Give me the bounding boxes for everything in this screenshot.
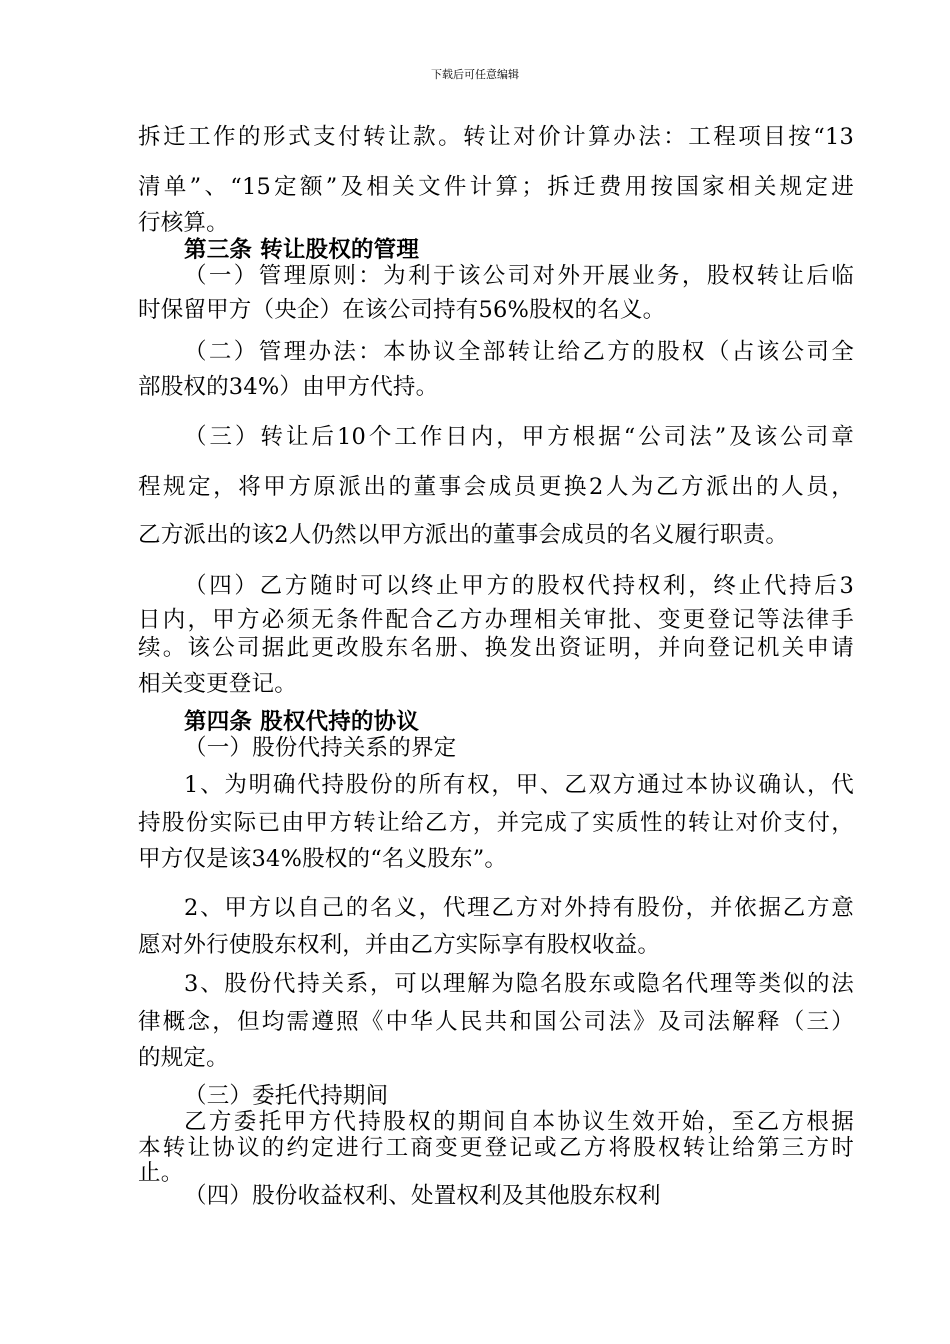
text-line: （二）管理办法：本协议全部转让给乙方的股权（占该公司全 <box>184 339 854 365</box>
text-line: 乙方委托甲方代持股权的期间自本协议生效开始，至乙方根据 <box>184 1109 854 1135</box>
text-line: 行核算。 <box>138 210 229 236</box>
section-heading: 第三条 转让股权的管理 <box>184 237 420 263</box>
text-line: 清单”、“15定额”及相关文件计算；拆迁费用按国家相关规定进 <box>138 174 854 200</box>
text-line: 1、为明确代持股份的所有权，甲、乙双方通过本协议确认，代 <box>184 772 854 798</box>
page-header: 下载后可任意编辑 <box>431 68 519 81</box>
text-line: 日内，甲方必须无条件配合乙方办理相关审批、变更登记等法律手 <box>138 607 854 633</box>
text-line: 相关变更登记。 <box>138 671 297 697</box>
text-line: （一）管理原则：为利于该公司对外开展业务，股权转让后临 <box>184 263 854 289</box>
text-line: （三）委托代持期间 <box>184 1083 389 1109</box>
text-line: 止。 <box>138 1160 184 1186</box>
text-line: 拆迁工作的形式支付转让款。转让对价计算办法：工程项目按“13 <box>138 124 854 150</box>
text-line: （三）转让后10个工作日内，甲方根据“公司法”及该公司章 <box>184 424 854 450</box>
text-line: （一）股份代持关系的界定 <box>184 735 457 761</box>
text-line: 程规定，将甲方原派出的董事会成员更换2人为乙方派出的人员， <box>138 474 854 500</box>
text-line: 愿对外行使股东权利，并由乙方实际享有股权收益。 <box>138 932 661 958</box>
text-line: 续。该公司据此更改股东名册、换发出资证明，并向登记机关申请 <box>138 635 854 661</box>
text-line: 甲方仅是该34%股权的“名义股东”。 <box>138 846 508 872</box>
text-line: （四）股份收益权利、处置权利及其他股东权利 <box>184 1183 661 1209</box>
text-line: 时保留甲方（央企）在该公司持有56%股权的名义。 <box>138 297 666 323</box>
section-heading: 第四条 股权代持的协议 <box>184 709 420 735</box>
text-line: 2、甲方以自己的名义，代理乙方对外持有股份，并依据乙方意 <box>184 895 854 921</box>
text-line: 持股份实际已由甲方转让给乙方，并完成了实质性的转让对价支付， <box>138 810 854 836</box>
text-line: （四）乙方随时可以终止甲方的股权代持权利，终止代持后3 <box>184 573 854 599</box>
text-line: 部股权的34%）由甲方代持。 <box>138 374 439 400</box>
text-line: 的规定。 <box>138 1045 229 1071</box>
text-line: 乙方派出的该2人仍然以甲方派出的董事会成员的名义履行职责。 <box>138 522 789 548</box>
text-line: 本转让协议的约定进行工商变更登记或乙方将股权转让给第三方时 <box>138 1135 854 1161</box>
text-line: 律概念，但均需遵照《中华人民共和国公司法》及司法解释（三） <box>138 1009 854 1035</box>
text-line: 3、股份代持关系，可以理解为隐名股东或隐名代理等类似的法 <box>184 971 854 997</box>
